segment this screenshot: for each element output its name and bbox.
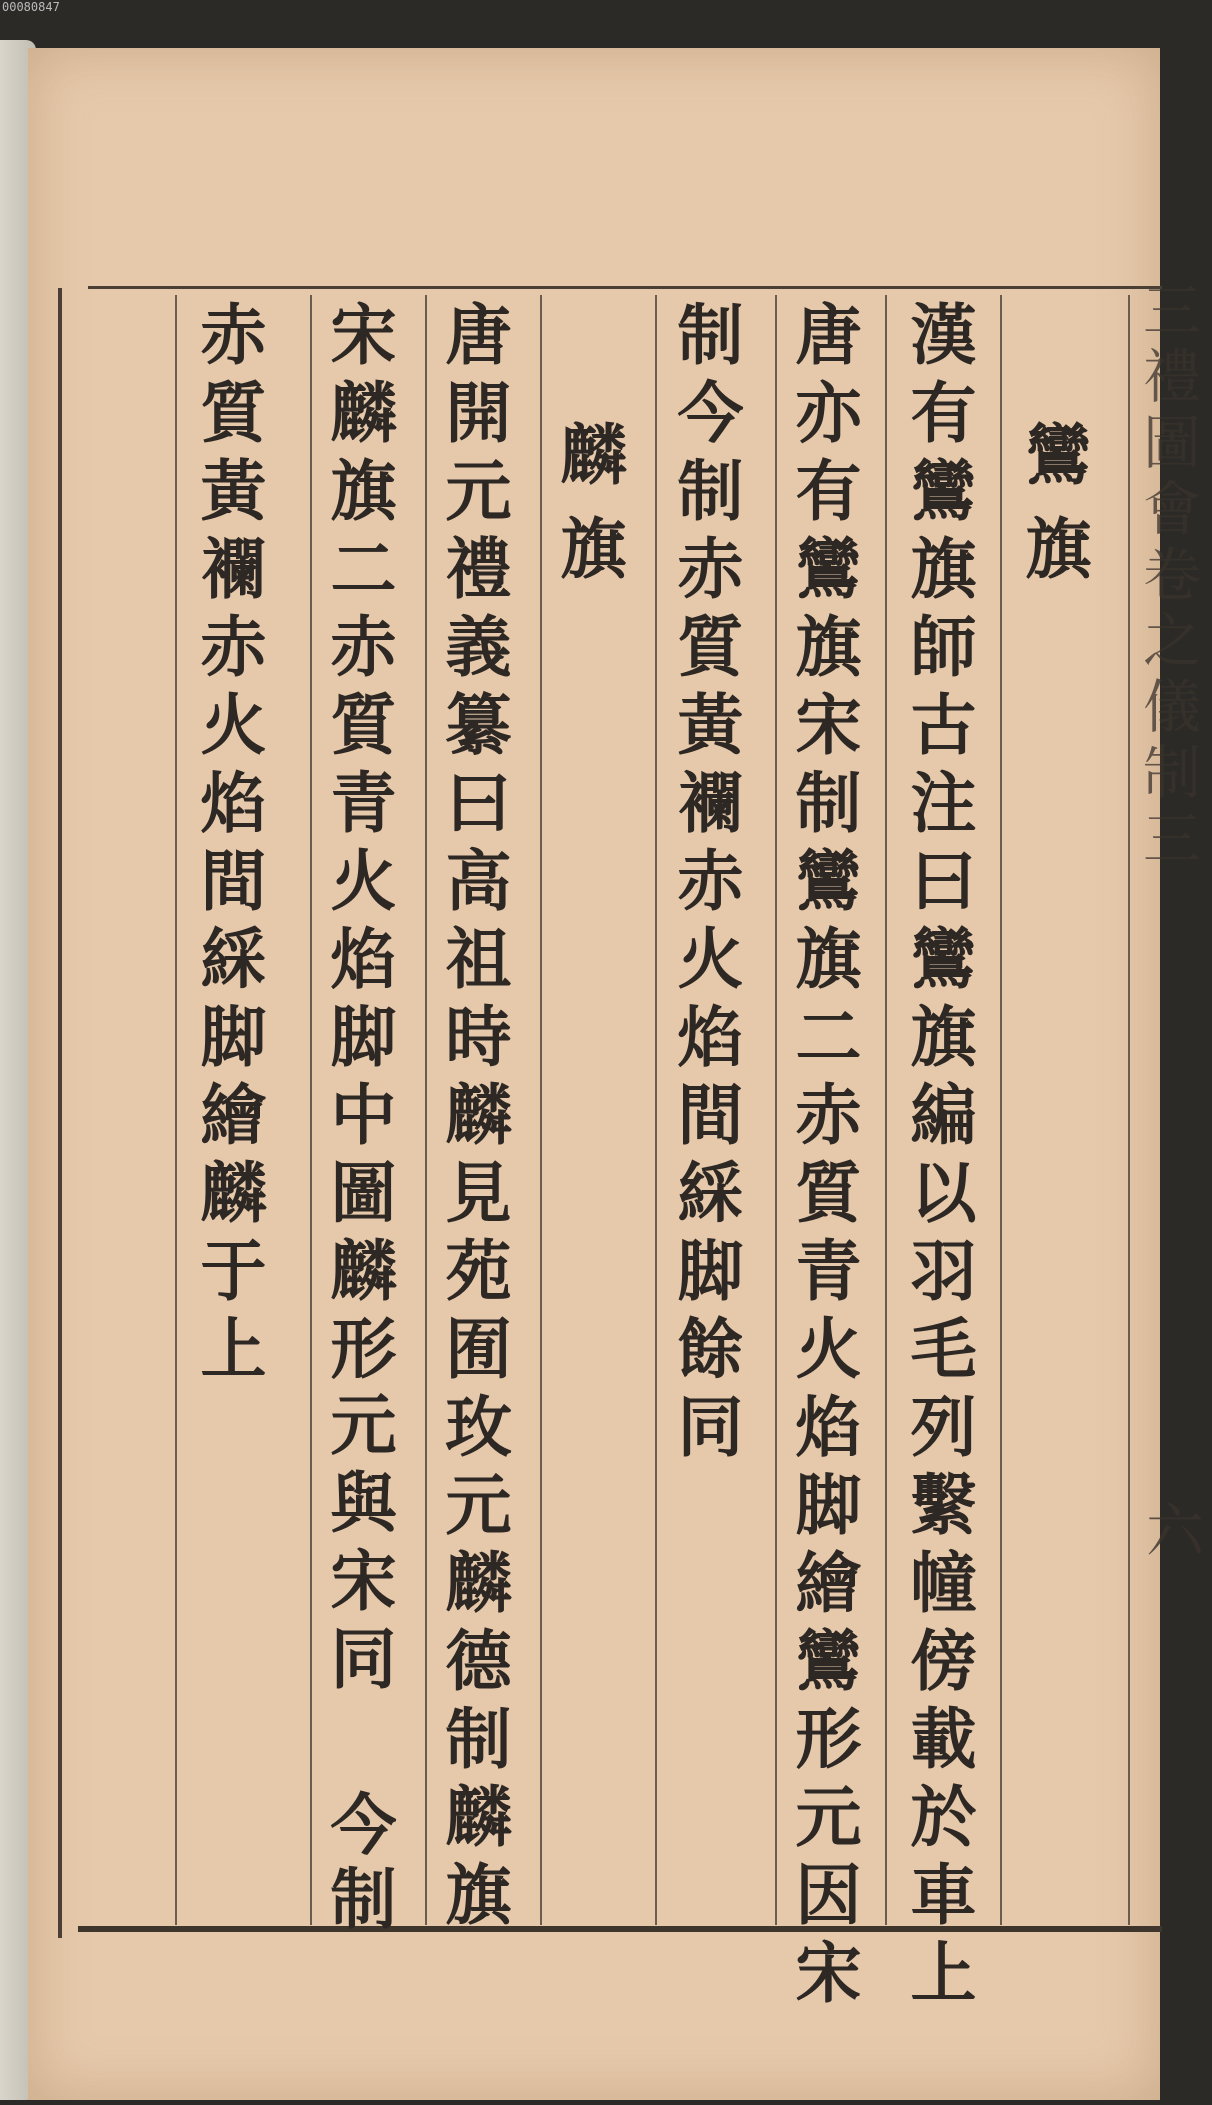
frame-bottom-rule bbox=[78, 1926, 1162, 1932]
margin-title: 三禮圖會卷之儀制三 bbox=[1133, 280, 1201, 874]
frame-top-rule bbox=[88, 286, 1162, 289]
scan-id-label: 00080847 bbox=[2, 0, 60, 14]
folio-number: 六 bbox=[1136, 1500, 1204, 1558]
text-column-1: 漢有鸞旗師古注曰鸞旗編以羽毛列繫幢傍載於車上 bbox=[899, 300, 977, 2016]
column-divider bbox=[175, 295, 177, 1925]
column-divider bbox=[655, 295, 657, 1925]
column-divider bbox=[885, 295, 887, 1925]
text-column-5c: 今制 bbox=[319, 1790, 397, 1938]
text-column-3: 制今制赤質黃襴赤火焰間綵脚餘同 bbox=[666, 300, 744, 1470]
column-divider bbox=[1000, 295, 1002, 1925]
heading-luan-qi: 鸞旗 bbox=[1014, 420, 1092, 608]
text-column-5b: 元與宋同 bbox=[319, 1390, 397, 1702]
column-divider bbox=[310, 295, 312, 1925]
column-divider bbox=[540, 295, 542, 1925]
text-column-6: 赤質黃襴赤火焰間綵脚繪麟于上 bbox=[189, 300, 267, 1392]
text-column-4: 唐開元禮義纂曰高祖時麟見苑囿玫元麟德制麟旗 bbox=[434, 300, 512, 1938]
text-column-5a: 宋麟旗二赤質青火焰脚中圖麟形 bbox=[319, 300, 397, 1392]
column-divider bbox=[425, 295, 427, 1925]
heading-lin-qi: 麟旗 bbox=[549, 420, 627, 608]
text-column-2: 唐亦有鸞旗宋制鸞旗二赤質青火焰脚繪鸞形元因宋 bbox=[784, 300, 862, 2016]
column-divider bbox=[775, 295, 777, 1925]
